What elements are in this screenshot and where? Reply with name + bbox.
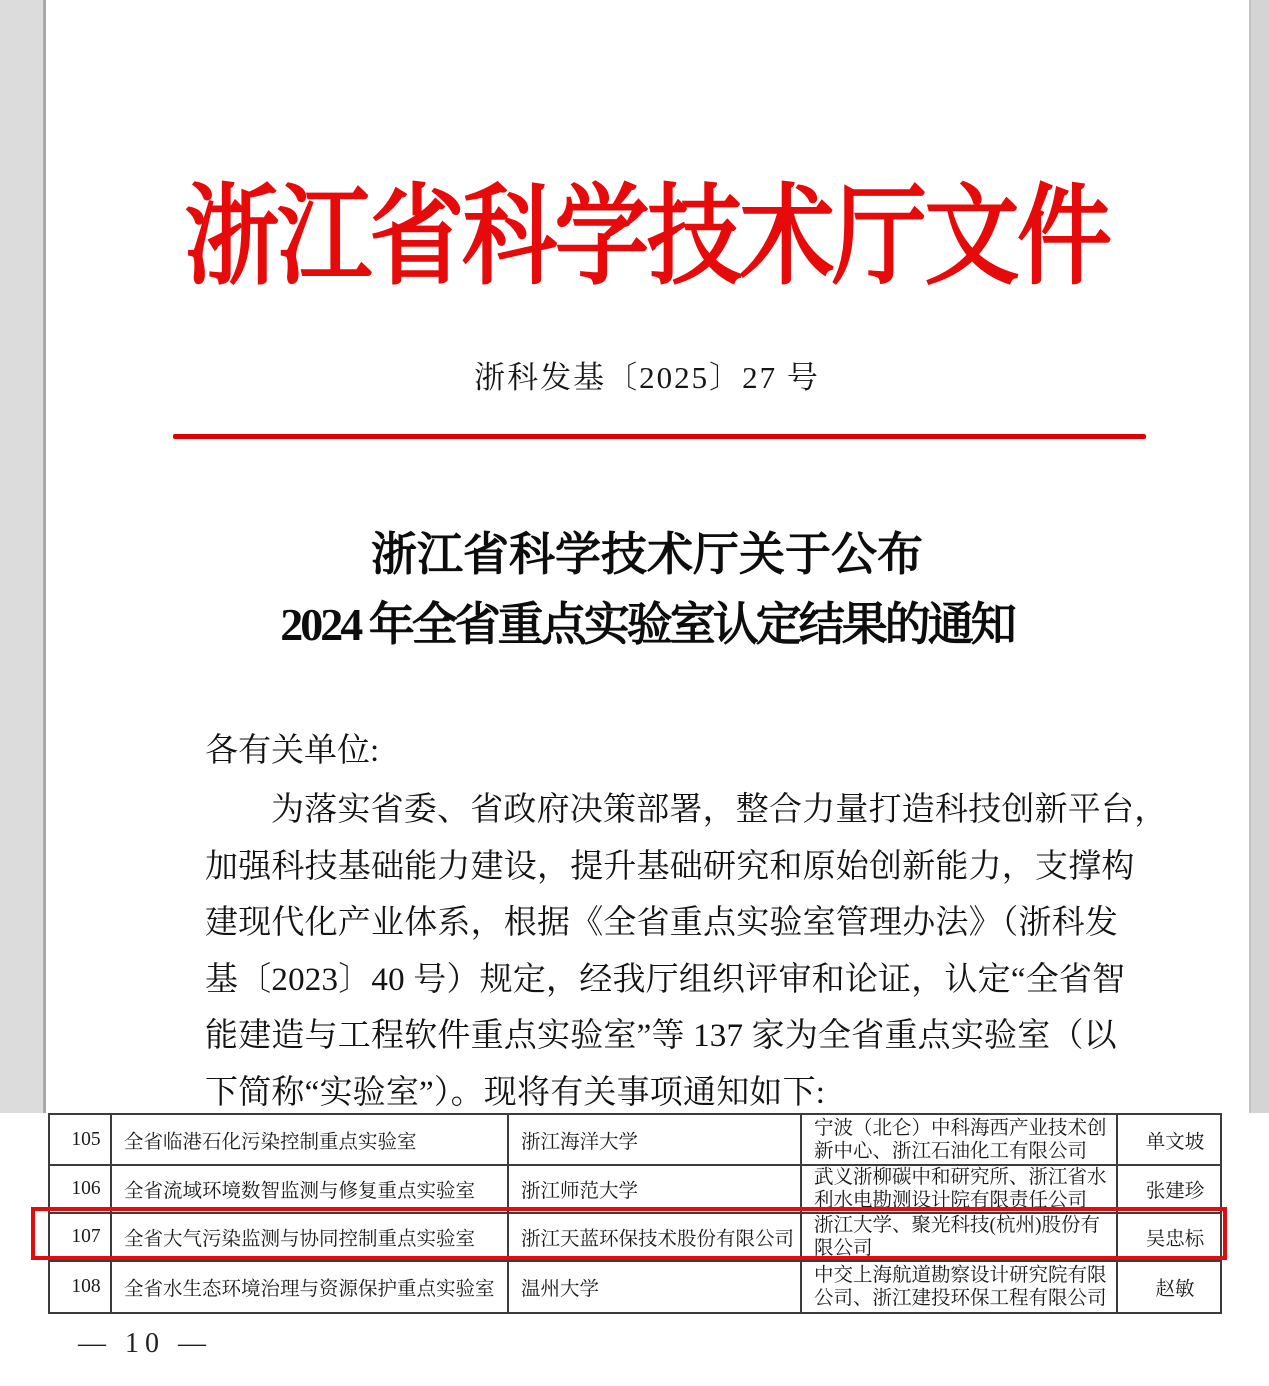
cell-host-org: 浙江师范大学 xyxy=(508,1165,801,1213)
letterhead-title: 浙江省科学技术厅文件 xyxy=(184,176,1110,299)
body-paragraph xyxy=(205,782,1168,1121)
notice-title-line1: 浙江省科学技术厅关于公布 xyxy=(371,529,923,580)
doc-number: 浙科发基〔2025〕27 号 xyxy=(474,360,820,395)
cell-director: 赵敏 xyxy=(1117,1261,1221,1313)
table-row xyxy=(49,1261,1221,1313)
results-table xyxy=(48,1113,1222,1314)
paragraph-line: 基〔2023〕40 号）规定，经我厅组织评审和论证，认定“全省智 xyxy=(205,961,1126,998)
paragraph-line: 下简称“实验室”）。现将有关事项通知如下: xyxy=(205,1074,826,1111)
cell-host-org: 浙江天蓝环保技术股份有限公司 xyxy=(508,1213,801,1261)
paragraph-line: 加强科技基础能力建设，提升基础研究和原始创新能力，支撑构 xyxy=(205,848,1135,885)
cell-partner-orgs: 浙江大学、聚光科技(杭州)股份有限公司 xyxy=(801,1213,1117,1261)
red-divider-line xyxy=(173,434,1146,439)
table-row xyxy=(49,1114,1221,1165)
table-row xyxy=(49,1213,1221,1261)
cell-number: 108 xyxy=(49,1261,111,1313)
notice-title xyxy=(45,520,1249,660)
right-margin-strip xyxy=(1249,0,1269,1125)
cell-partner-orgs: 宁波（北仑）中科海西产业技术创新中心、浙江石油化工有限公司 xyxy=(801,1114,1117,1165)
cell-number: 106 xyxy=(49,1165,111,1213)
table-row xyxy=(49,1165,1221,1213)
cell-director: 吴忠标 xyxy=(1117,1213,1221,1261)
cell-director: 单文坡 xyxy=(1117,1114,1221,1165)
salutation: 各有关单位: xyxy=(205,733,380,769)
cell-lab-name: 全省大气污染监测与协同控制重点实验室 xyxy=(111,1213,508,1261)
table-section xyxy=(0,1113,1269,1386)
paragraph-line: 为落实省委、省政府决策部署，整合力量打造科技创新平台， xyxy=(271,792,1168,828)
cell-number: 107 xyxy=(49,1213,111,1261)
cell-director: 张建珍 xyxy=(1117,1165,1221,1213)
left-margin-strip xyxy=(0,0,46,1113)
cell-lab-name: 全省临港石化污染控制重点实验室 xyxy=(111,1114,508,1165)
cell-host-org: 温州大学 xyxy=(508,1261,801,1313)
cell-partner-orgs: 武义浙柳碳中和研究所、浙江省水利水电勘测设计院有限责任公司 xyxy=(801,1165,1117,1213)
notice-title-line2: 2024 年全省重点实验室认定结果的通知 xyxy=(280,599,1014,650)
cell-lab-name: 全省流域环境数智监测与修复重点实验室 xyxy=(111,1165,508,1213)
cell-partner-orgs: 中交上海航道勘察设计研究院有限公司、浙江建投环保工程有限公司 xyxy=(801,1261,1117,1313)
paragraph-line: 能建造与工程软件重点实验室”等 137 家为全省重点实验室（以 xyxy=(205,1018,1117,1054)
page-number: — 10 — xyxy=(78,1328,212,1359)
cell-host-org: 浙江海洋大学 xyxy=(508,1114,801,1165)
cell-number: 105 xyxy=(49,1114,111,1165)
cell-lab-name: 全省水生态环境治理与资源保护重点实验室 xyxy=(111,1261,508,1313)
paragraph-line: 建现代化产业体系，根据《全省重点实验室管理办法》（浙科发 xyxy=(205,905,1119,941)
